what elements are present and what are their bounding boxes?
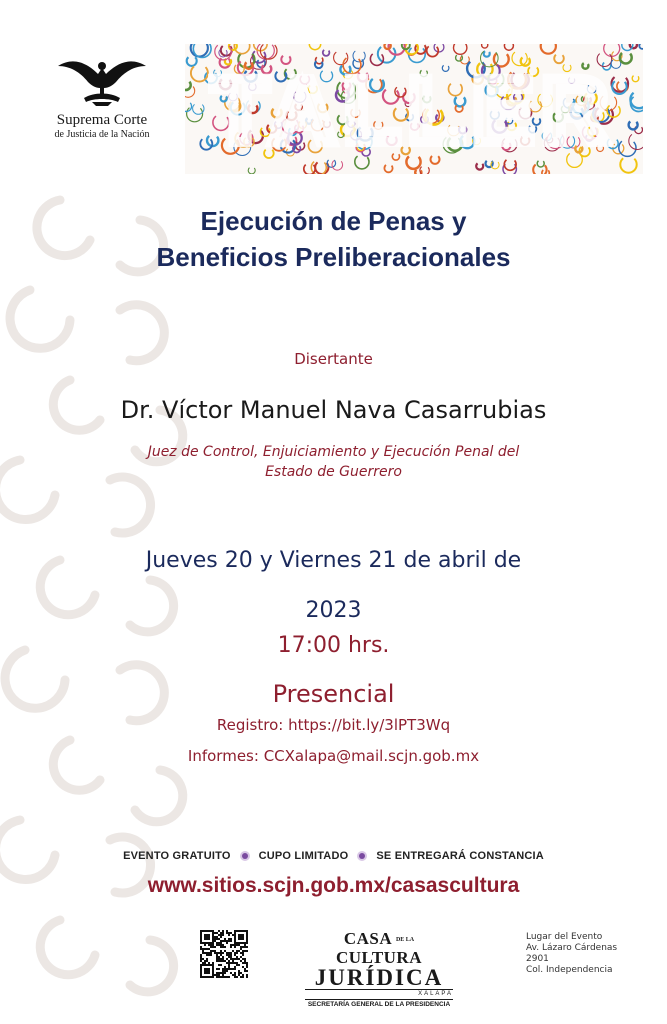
title-line1: Ejecución de Penas y: [200, 206, 467, 236]
location-line1: Av. Lázaro Cárdenas: [526, 943, 618, 953]
eagle-emblem-icon: [54, 52, 150, 108]
bullet-dot-icon: [242, 853, 248, 859]
banner-word: TALLER: [211, 60, 617, 162]
event-features: [0, 850, 667, 862]
qr-code-icon[interactable]: [200, 930, 248, 978]
event-modality: Presencial: [272, 680, 395, 708]
speaker-name: Dr. Víctor Manuel Nava Casarrubias: [120, 396, 547, 424]
logo-name-line2: de Justicia de la Nación: [54, 129, 150, 140]
taller-banner-art: [185, 44, 643, 174]
logo-name-line1: Suprema Corte: [56, 112, 148, 128]
casa-cultura-juridica-logo: [305, 929, 453, 1009]
contact-email[interactable]: Informes: CCXalapa@mail.scjn.gob.mx: [187, 747, 480, 765]
feature-certificate: SE ENTREGARÁ CONSTANCIA: [376, 850, 544, 862]
taller-banner: [185, 44, 643, 174]
event-dates-line2: 2023: [305, 598, 362, 623]
ccj-city: XALAPA: [418, 991, 453, 998]
event-location: [526, 932, 617, 976]
feature-free: EVENTO GRATUITO: [123, 850, 231, 862]
event-dates-line1: Jueves 20 y Viernes 21 de abril de: [145, 548, 522, 573]
scjn-logo: [48, 52, 156, 152]
ccj-casa: CASA: [343, 929, 392, 948]
bullet-dot-icon: [359, 853, 365, 859]
title-line2: Beneficios Preliberacionales: [156, 242, 511, 272]
event-dates: [0, 536, 667, 636]
registration-link[interactable]: Registro: https://bit.ly/3lPT3Wq: [216, 716, 451, 734]
feature-limited: CUPO LIMITADO: [258, 850, 349, 862]
website-link[interactable]: www.sitios.scjn.gob.mx/casascultura: [147, 874, 520, 897]
page-title: [0, 203, 667, 275]
speaker-role: [0, 442, 667, 482]
ccj-juridica: JURÍDICA: [305, 967, 453, 990]
location-line2: 2901: [526, 954, 549, 964]
event-time: 17:00 hrs.: [277, 633, 390, 658]
location-line3: Col. Independencia: [526, 965, 613, 975]
speaker-role-line1: Juez de Control, Enjuiciamiento y Ejecución Penal del: [147, 444, 520, 460]
ccj-cultura: CULTURA: [335, 948, 422, 968]
ccj-subtitle: SECRETARÍA GENERAL DE LA PRESIDENCIA: [305, 999, 453, 1010]
speaker-role-line2: Estado de Guerrero: [265, 464, 402, 480]
ccj-dela: DE LA: [395, 937, 415, 944]
location-title: Lugar del Evento: [526, 932, 603, 942]
speaker-label: Disertante: [294, 350, 373, 368]
